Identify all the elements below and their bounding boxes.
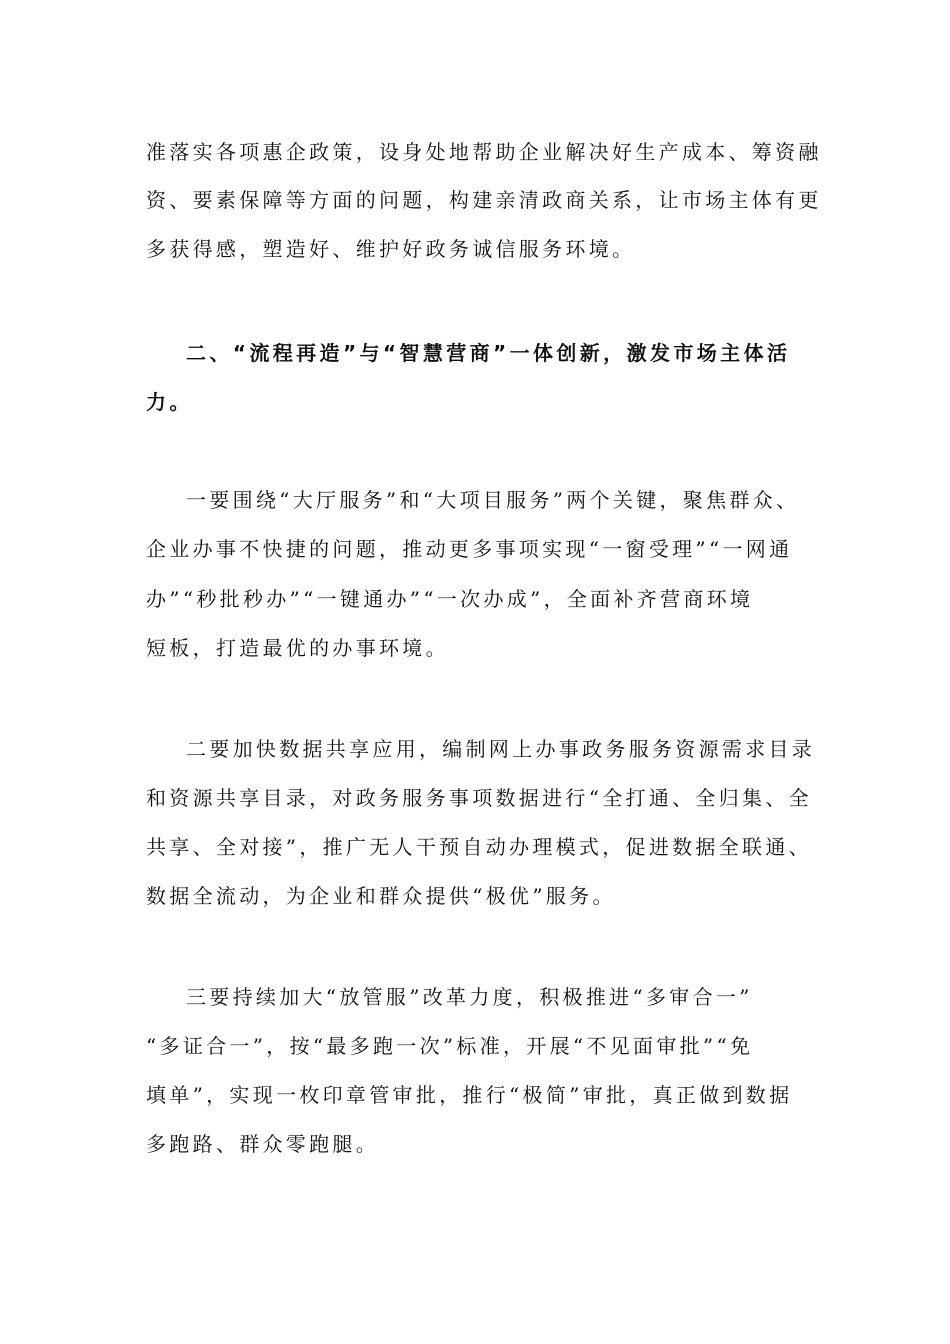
- paragraph-line: 和资源共享目录，对政务服务事项数据进行“全打通、全归集、全: [146, 786, 812, 810]
- paragraph-line: 资、要素保障等方面的问题，构建亲清政商关系，让市场主体有更: [146, 188, 822, 212]
- heading-line: 二、“流程再造”与“智慧营商”一体创新，激发市场主体活: [186, 341, 791, 365]
- heading-line: 力。: [146, 390, 193, 414]
- paragraph-line: 一要围绕“大厅服务”和“大项目服务”两个关键，聚焦群众、: [186, 488, 800, 512]
- paragraph-line: 三要持续加大“放管服”改革力度，积极推进“多审合一”: [186, 985, 753, 1009]
- paragraph-line: 共享、全对接”，推广无人干预自动办理模式，促进数据全联通、: [146, 835, 812, 859]
- paragraph-line: 办”“秒批秒办”“一键通办”“一次办成”，全面补齐营商环境: [146, 587, 754, 611]
- paragraph-line: “多证合一”，按“最多跑一次”标准，开展“不见面审批”“免: [146, 1034, 754, 1058]
- paragraph-line: 填单”，实现一枚印章管审批，推行“极简”审批，真正做到数据: [146, 1083, 793, 1107]
- paragraph-line: 短板，打造最优的办事环境。: [146, 636, 449, 660]
- paragraph-line: 企业办事不快捷的问题，推动更多事项实现“一窗受理”“一网通: [146, 537, 793, 561]
- paragraph-line: 准落实各项惠企政策，设身处地帮助企业解决好生产成本、筹资融: [146, 140, 822, 164]
- paragraph-line: 多跑路、群众零跑腿。: [146, 1132, 379, 1156]
- paragraph-line: 数据全流动，为企业和群众提供“极优”服务。: [146, 884, 616, 908]
- paragraph-line: 多获得感，塑造好、维护好政务诚信服务环境。: [146, 237, 636, 261]
- paragraph-line: 二要加快数据共享应用，编制网上办事政务服务资源需求目录: [186, 737, 816, 761]
